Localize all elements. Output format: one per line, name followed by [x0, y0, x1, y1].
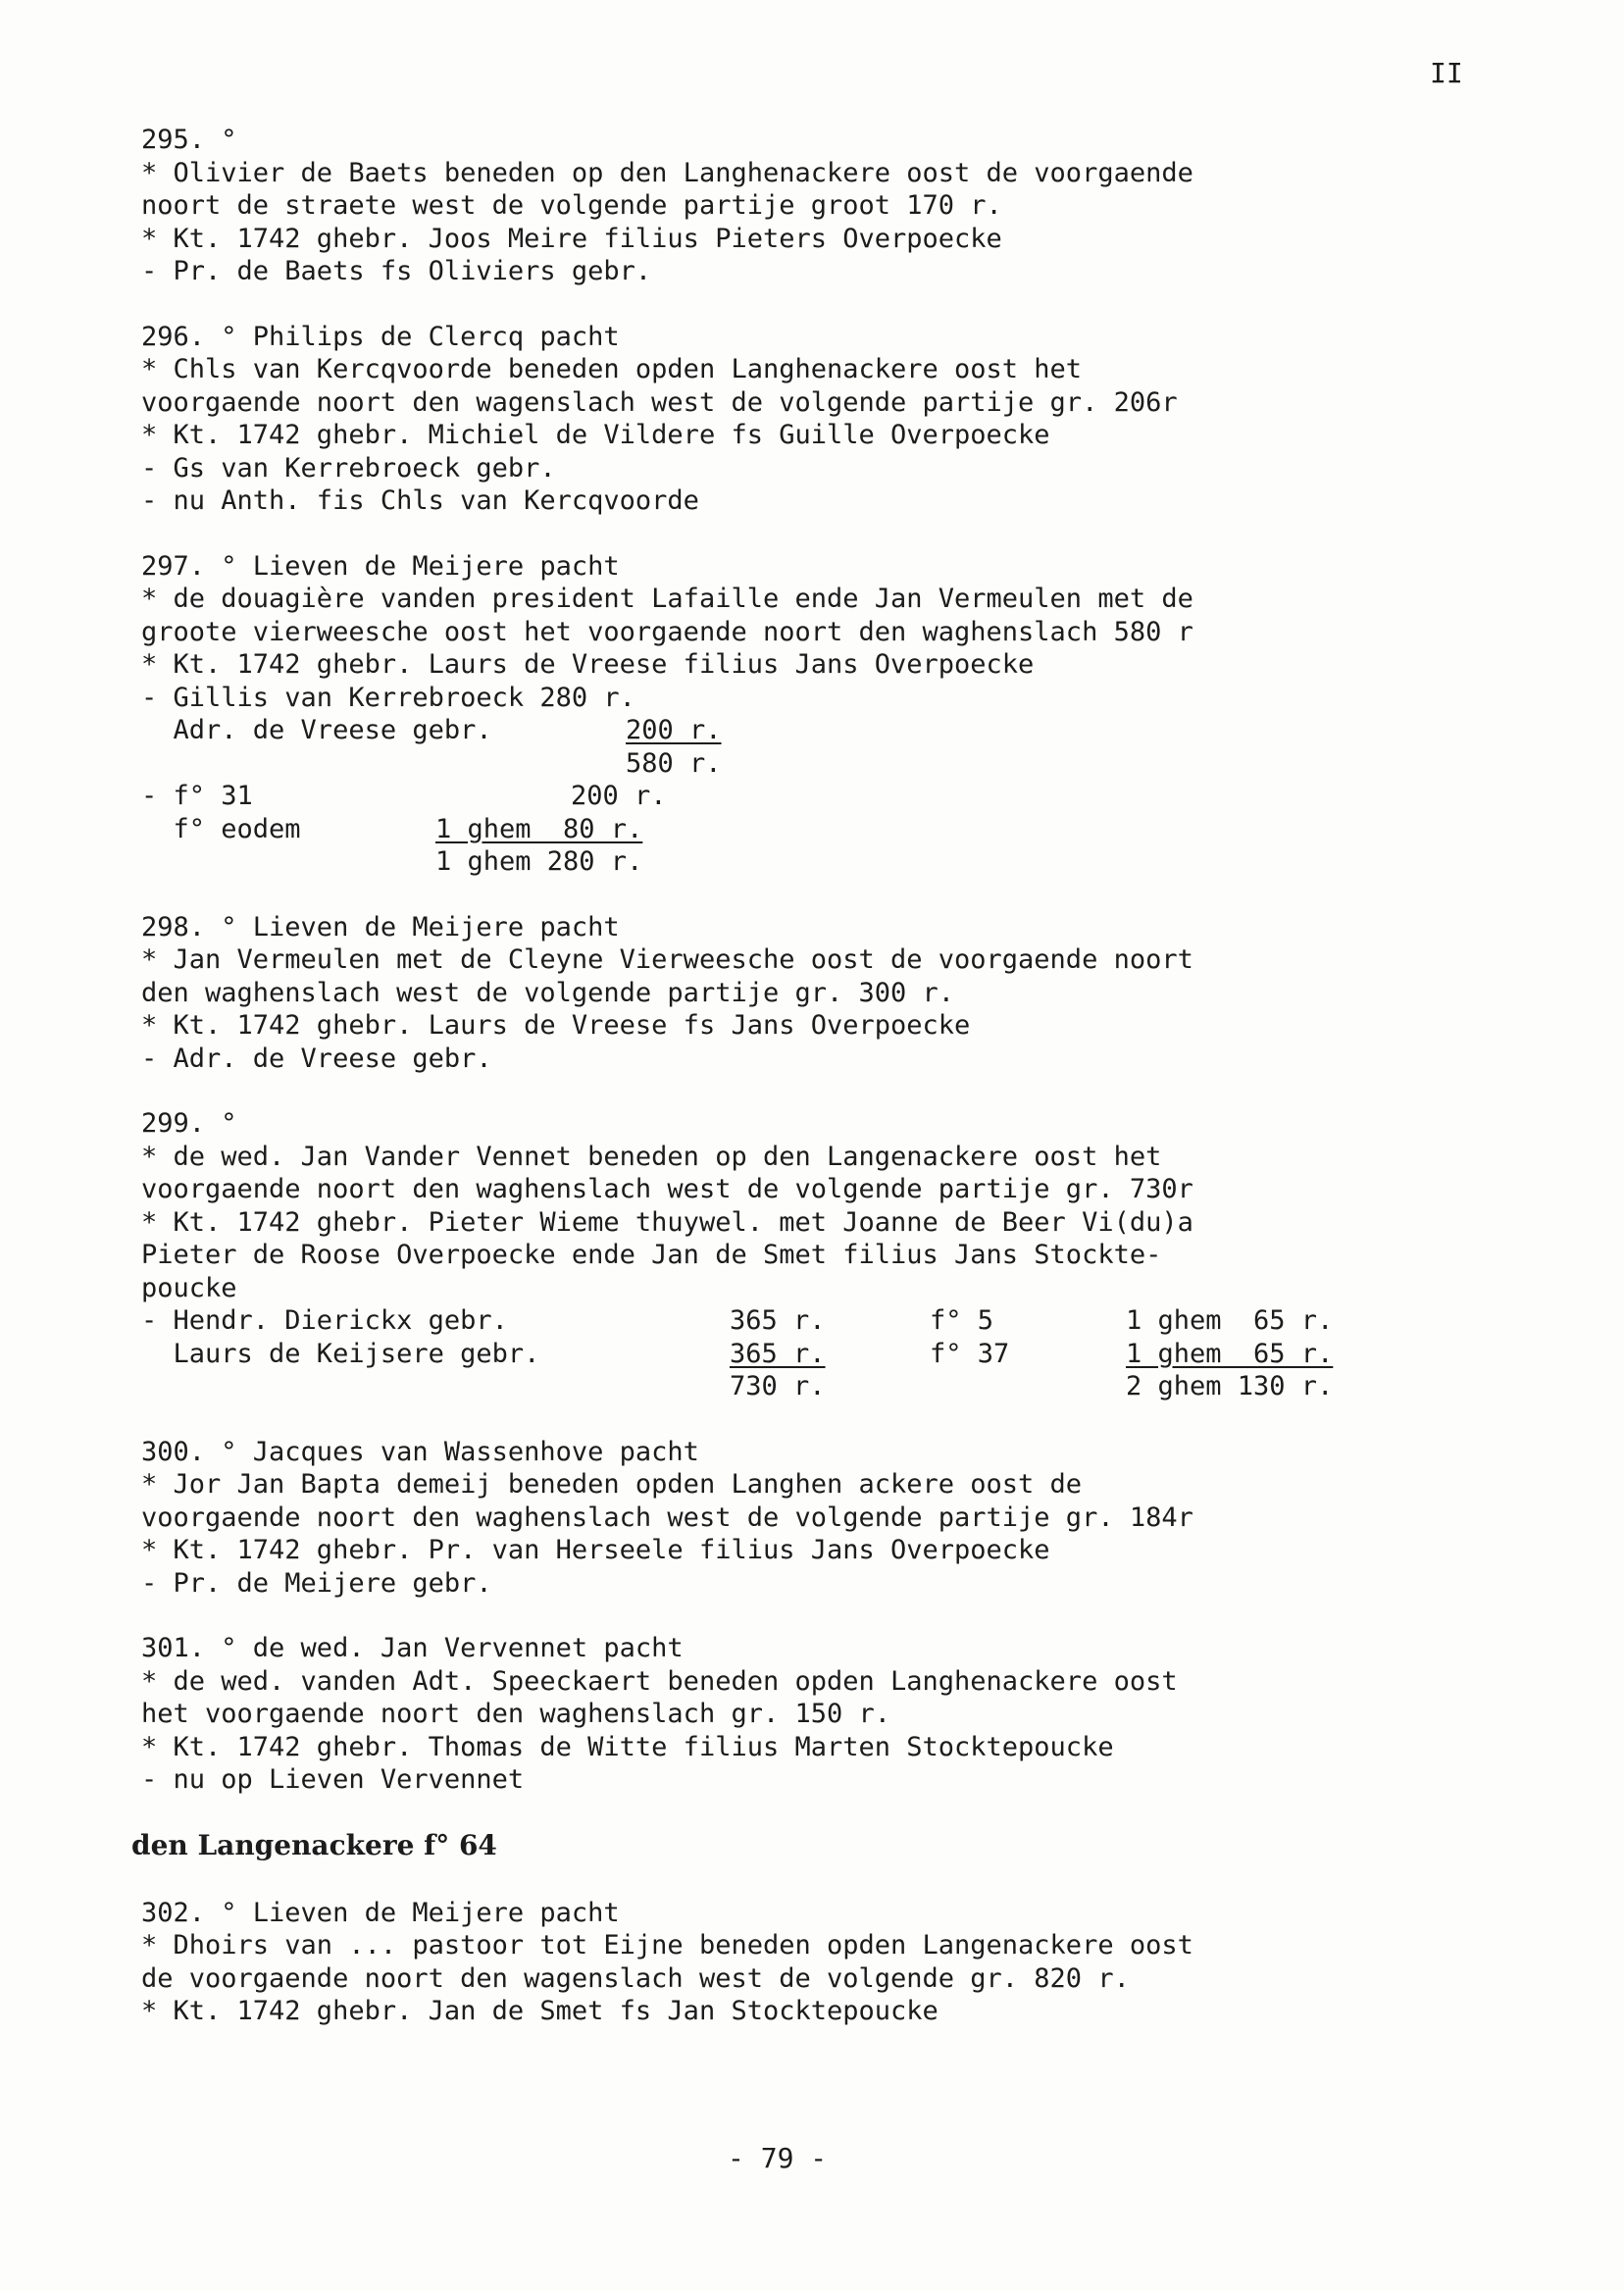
page-number: - 79 - [728, 2142, 828, 2174]
entry-line: voorgaende noort den waghenslach west de volgende partije gr. 184r [141, 1502, 1193, 1533]
entry-line: voorgaende noort den waghenslach west de volgende partije gr. 730r [141, 1174, 1193, 1204]
entry-296 [131, 321, 1485, 518]
entry-302 [131, 1897, 1485, 2028]
entry-line: 300. ° Jacques van Wassenhove pacht [141, 1436, 699, 1467]
entry-line: 297. ° Lieven de Meijere pacht [141, 550, 620, 582]
entry-line: 302. ° Lieven de Meijere pacht [141, 1897, 620, 1928]
entry-line: * Kt. 1742 ghebr. Laurs de Vreese filius Jans Overpoecke [141, 649, 1035, 680]
table-row [141, 780, 1485, 813]
table-row [141, 714, 1485, 747]
table-row [141, 747, 1485, 781]
table-cell: 580 r. [626, 747, 722, 779]
entry-line: poucke [141, 1272, 237, 1303]
table-cell: 200 r. [626, 715, 722, 745]
entry-line: 295. ° [141, 125, 237, 155]
table-cell: 1 ghem 280 r. [435, 846, 643, 877]
entry-line: * Jor Jan Bapta demeij beneden opden Langhen ackere oost de [141, 1469, 1083, 1500]
page-roman-numeral: II [1430, 57, 1463, 89]
table-cell: Laurs de Keijsere gebr. [141, 1338, 540, 1369]
entry-line: - Gillis van Kerrebroeck 280 r. [141, 682, 635, 713]
table-cell: 200 r. [571, 781, 667, 811]
table-cell: 1 ghem 80 r. [435, 813, 643, 844]
table-cell: 2 ghem 130 r. [1126, 1371, 1334, 1401]
table-cell: 1 ghem 65 r. [1126, 1305, 1334, 1336]
entry-line: het voorgaende noort den waghenslach gr. 150 r. [141, 1699, 891, 1729]
entry-line: 296. ° Philips de Clercq pacht [141, 321, 620, 352]
entry-line: * Kt. 1742 ghebr. Michiel de Vildere fs Guille Overpoecke [141, 420, 1050, 450]
entry-line: * Dhoirs van ... pastoor tot Eijne beneden opden Langenackere oost [141, 1930, 1193, 1960]
entry-line: - Pr. de Baets fs Oliviers gebr. [141, 256, 652, 286]
entry-298 [131, 911, 1485, 1076]
entry-line: 298. ° Lieven de Meijere pacht [141, 911, 620, 942]
entry-line: * Kt. 1742 ghebr. Thomas de Witte filius Marten Stocktepoucke [141, 1731, 1114, 1762]
entry-line: * de wed. Jan Vander Vennet beneden op den Langenackere oost het [141, 1141, 1162, 1172]
table-row [141, 1304, 1485, 1338]
entry-line: * de douagière vanden president Lafaille ende Jan Vermeulen met de [141, 584, 1193, 614]
entry-line: * Kt. 1742 ghebr. Joos Meire filius Pieters Overpoecke [141, 223, 1002, 254]
entry-line: * de wed. vanden Adt. Speeckaert beneden opden Langhenackere oost [141, 1665, 1178, 1697]
table-row [141, 845, 1485, 879]
entry-line: noort de straete west de volgende partije groot 170 r. [141, 190, 1002, 221]
entry-line: * Jan Vermeulen met de Cleyne Vierweesche oost de voorgaende noort [141, 944, 1193, 975]
table-cell: f° 5 [930, 1305, 994, 1336]
entry-line: * Kt. 1742 ghebr. Pieter Wieme thuywel. met Joanne de Beer Vi(du)a [141, 1206, 1193, 1238]
table-cell: f° 37 [930, 1338, 1010, 1369]
entry-295 [131, 124, 1485, 288]
entry-line: - Adr. de Vreese gebr. [141, 1043, 492, 1074]
section-title: den Langenackere f° 64 [131, 1828, 497, 1861]
entry-line: 301. ° de wed. Jan Vervennet pacht [141, 1633, 684, 1663]
entry-line: Pieter de Roose Overpoecke ende Jan de Smet filius Jans Stockte- [141, 1240, 1162, 1270]
entry-line: voorgaende noort den wagenslach west de volgende partije gr. 206r [141, 386, 1178, 418]
table-cell: 1 ghem 65 r. [1126, 1338, 1334, 1369]
table-row [141, 1338, 1485, 1371]
table-cell: f° eodem [141, 813, 301, 844]
table-cell: 365 r. [730, 1305, 826, 1336]
table-row [141, 1370, 1485, 1403]
entry-299 [131, 1107, 1485, 1403]
entry-line: groote vierweesche oost het voorgaende noort den waghenslach 580 r [141, 616, 1193, 647]
entry-line: * Olivier de Baets beneden op den Langhenackere oost de voorgaende [141, 157, 1193, 188]
entry-300 [131, 1436, 1485, 1601]
table-cell: - f° 31 [141, 781, 253, 811]
entries-list [131, 124, 1485, 2061]
entry-line: - Pr. de Meijere gebr. [141, 1567, 492, 1599]
entry-line: den waghenslach west de volgende partije gr. 300 r. [141, 977, 955, 1008]
table-cell: 730 r. [730, 1371, 826, 1401]
entry-line: - nu Anth. fis Chls van Kercqvoorde [141, 485, 699, 516]
entry-line: * Kt. 1742 ghebr. Laurs de Vreese fs Jans Overpoecke [141, 1010, 971, 1041]
entry-line: - Gs van Kerrebroeck gebr. [141, 452, 556, 484]
table-cell: Adr. de Vreese gebr. [141, 715, 492, 745]
entry-line: 299. ° [141, 1108, 237, 1139]
entry-297 [131, 550, 1485, 879]
table-cell: - Hendr. Dierickx gebr. [141, 1305, 508, 1336]
entry-line: de voorgaende noort den wagenslach west de volgende gr. 820 r. [141, 1962, 1130, 1994]
entry-line: - nu op Lieven Vervennet [141, 1764, 525, 1795]
table-cell: 365 r. [730, 1338, 826, 1369]
entry-line: * Kt. 1742 ghebr. Jan de Smet fs Jan Stocktepoucke [141, 1996, 939, 2026]
entry-line: * Chls van Kercqvoorde beneden opden Langhenackere oost het [141, 354, 1083, 384]
entry-301 [131, 1632, 1485, 1797]
table-row [141, 813, 1485, 846]
entry-line: * Kt. 1742 ghebr. Pr. van Herseele filius Jans Overpoecke [141, 1535, 1050, 1565]
